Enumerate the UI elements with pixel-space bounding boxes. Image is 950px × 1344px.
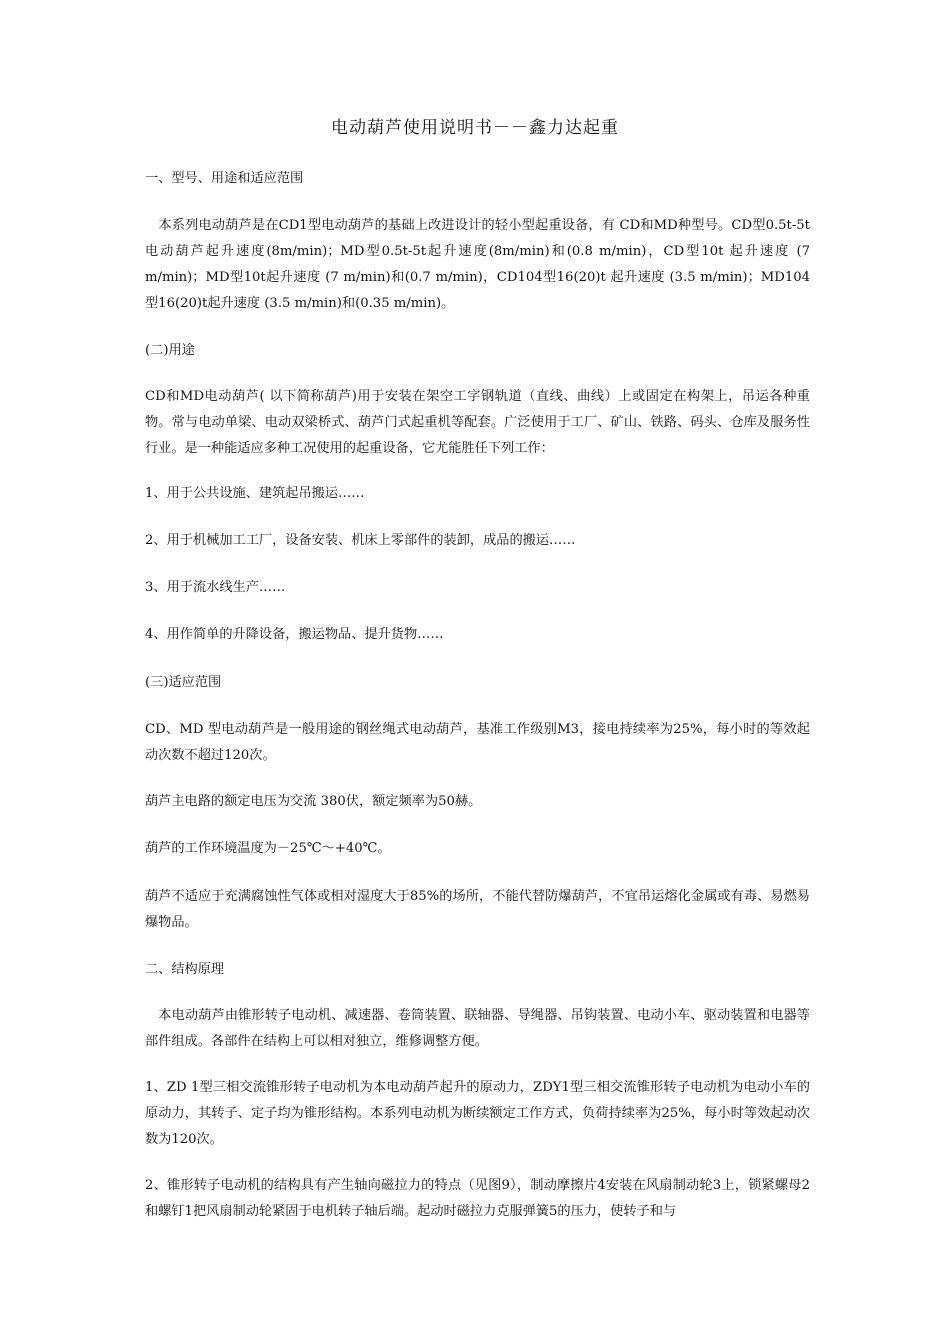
paragraph-brake: 2、锥形转子电动机的结构具有产生轴向磁拉力的特点（见图9），制动摩擦片4安装在风扇制动轮3上，锁紧螺母2和螺钉1把风扇制动轮紧固于电机转子轴后端。起动时磁拉力克服弹簧5的压力，使转子和与: [145, 1178, 810, 1219]
paragraph-structure: 本电动葫芦由锥形转子电动机、减速器、卷筒装置、联轴器、导绳器、吊钩装置、电动小车、驱动装置和电器等部件组成。各部件在结构上可以相对独立，维修调整方便。: [145, 1008, 810, 1049]
list-item-3: 3、用于流水线生产……: [145, 580, 286, 595]
section-heading-usage: (二)用途: [145, 343, 195, 358]
paragraph-models: 本系列电动葫芦是在CD1型电动葫芦的基础上改进设计的轻小型起重设备，有 CD和MD种型号。CD型0.5t-5t电动葫芦起升速度(8m/min)；MD型0.5t-5t起升速度(8m/min)和(0.8 m/min)，CD型10t 起升速度 (7 m/min)；MD型10t起升速度 (7 m/min)和(0.7 m/min)，CD104型16(20)t 起升速度 (3.5 m/min)；MD104型16(20)t起升速度 (3.5 m/min)和(0.35 m/min)。: [145, 218, 810, 311]
paragraph-motor: 1、ZD 1型三相交流锥形转子电动机为本电动葫芦起升的原动力，ZDY1型三相交流锥形转子电动机为电动小车的原动力，其转子、定子均为锥形结构。本系列电动机为断续额定工作方式，负荷持续率为25%，每小时等效起动次数为120次。: [145, 1080, 810, 1147]
section-heading-2: 二、结构原理: [145, 962, 225, 977]
list-item-2: 2、用于机械加工工厂，设备安装、机床上零部件的装卸，成品的搬运……: [145, 533, 576, 548]
paragraph-voltage: 葫芦主电路的额定电压为交流 380伏，额定频率为50赫。: [145, 794, 482, 809]
section-heading-scope: (三)适应范围: [145, 675, 222, 690]
paragraph-usage: CD和MD电动葫芦( 以下简称葫芦)用于安装在架空工字钢轨道（直线、曲线）上或固定在构架上，吊运各种重物。常与电动单梁、电动双梁桥式、葫芦门式起重机等配套。广泛使用于工厂、矿山、铁路、码头、仓库及服务性行业。是一种能适应多种工况使用的起重设备，它尤能胜任下列工作：: [145, 389, 810, 456]
paragraph-temperature: 葫芦的工作环境温度为－25℃～+40℃。: [145, 841, 391, 856]
list-item-4: 4、用作简单的升降设备，搬运物品、提升货物……: [145, 627, 444, 642]
list-item-1: 1、用于公共设施、建筑起吊搬运……: [145, 486, 365, 501]
document-title: 电动葫芦使用说明书－－鑫力达起重: [331, 118, 619, 138]
paragraph-restrictions: 葫芦不适应于充满腐蚀性气体或相对湿度大于85%的场所，不能代替防爆葫芦，不宜吊运熔化金属或有毒、易燃易爆物品。: [145, 889, 810, 930]
paragraph-scope: CD、MD 型电动葫芦是一般用途的钢丝绳式电动葫芦，基准工作级别M3，接电持续率为25%，每小时的等效起动次数不超过120次。: [145, 722, 810, 763]
section-heading-1: 一、型号、用途和适应范围: [145, 171, 304, 186]
